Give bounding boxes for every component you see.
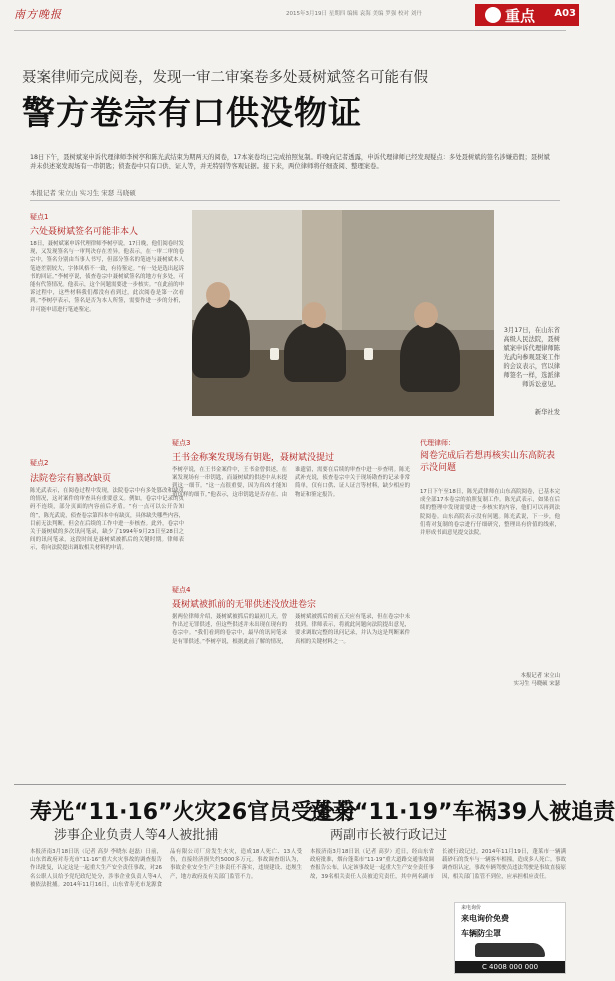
- bottom-right-text-cont: [310, 902, 448, 974]
- doubt-1-text: 18日，聂树斌案申诉代理律师李树亭说，17日晚，他们阅卷时发现，又发现签名与一审判决存在差异。他表示，在一审二审的卷宗中，签名分别由当事人书写，但部分签名的笔迹与聂树斌本人笔迹差别较大，字体风格不一致，有待鉴定。“有一处是选出起诉书的回证。”李树亭说，侦查卷宗中聂树斌签名的地方有多处，可能有代签情况。他表示，这个问题需要进一步核实。“在此前的申诉过程中，这些材料我们都没有看到过，此次阅卷是第一次看到。”李树亭表示，签名是否为本人所签，需要作进一步的分析，并可能申请进行笔迹鉴定。: [30, 241, 184, 313]
- photo-credit: 新华社发: [534, 409, 560, 416]
- article-kicker: 聂案律师完成阅卷，发现一审二审案卷多处聂树斌签名可能有假: [22, 70, 428, 86]
- sidebar-text: 17日下午至18日，陈光武律师在山东高院阅卷，已基本完成全部17本卷宗的拍照复制工作。陈光武表示，如果在后续的整理中发现需要进一步核实的内容，他们可以再到法院阅卷。山东高院表示没有问题。陈光武说，下一步，他们将对复制的卷宗进行仔细研究，整理出有价值的线索，并形成书面意见提交法院。: [420, 489, 560, 537]
- doubt-3-text: 李树亭说，在王书金案件中，王书金曾供述，在案发现场有一串钥匙，而聂树斌的供述中从未提到这一细节。“这一点很重要，因为真凶才能知道这样的细节。”他表示，这串钥匙是否存在、由谁遗留，需要在后续的审查中进一步查明。陈光武补充说，侦查卷宗中关于现场勘查的记录非常简单，仅有口供、证人证言等材料，缺少相应的物证和鉴定报告。: [172, 467, 410, 498]
- article-headline: 警方卷宗有口供没物证: [22, 93, 362, 132]
- ad-brand: 来电询价: [461, 905, 482, 911]
- section-tag: [475, 4, 579, 26]
- doubt-4-title: 聂树斌被抓前的无罪供述没放进卷宗: [172, 600, 317, 610]
- doubt-2-tag: 疑点2: [30, 459, 49, 467]
- section-circle-icon: [485, 7, 501, 23]
- photo-caption: 3月17日，在山东省高级人民法院，聂树斌案申诉代理律师陈光武向参观聂案工作的会议表示，官以律师签名一样，选派律师诉讼意见。: [503, 327, 560, 388]
- ad-phone: C 4008 000 000: [455, 961, 565, 973]
- doubt-4-text: 据两位律师介绍，聂树斌被抓后的最初几天，曾作出过无罪供述，但这些供述并未出现在现有的卷宗中。“我们看到的卷宗中，最早的讯问笔录是有罪供述。”李树亭说，根据此前了解的情况，聂树斌被抓后的前五天应有笔录，但在卷宗中未找到。律师表示，将就此问题向法院提出意见，要求调取完整的讯问记录，并认为这是判断案件真相的关键材料之一。: [172, 614, 410, 645]
- bottom-left-headline: 寿光“11·16”火灾26官员受处分: [30, 800, 358, 825]
- doubt-4-tag: 疑点4: [172, 586, 191, 594]
- photo-head-middle: [302, 302, 326, 328]
- photo-cup: [270, 348, 279, 360]
- bottom-right-headline: 蓬莱“11·19”车祸39人被追责: [310, 800, 615, 825]
- lead-rule: [30, 200, 560, 201]
- doubt-3-title: 王书金称案发现场有钥匙，聂树斌没提过: [172, 453, 335, 463]
- bottom-right-text: 本报济南3月18日讯（记者 高岁）近日，经山东省政府批准，烟台蓬莱市“11·19”重大道路交通事故调查报告公布，认定该事故是一起重大生产安全责任事故，39名相关责任人员被追究责任，其中两名副市长被行政记过。2014年11月19日，蓬莱市一辆满载砂石的货车与一辆客车相撞，造成多人死亡。事故调查组认定，事故车辆驾驶员违法驾驶是事故直接原因，相关部门监管不到位，应承担相应责任。: [310, 849, 566, 880]
- photo-person-middle: [284, 322, 346, 382]
- dateline: 2015年3月19日 星期四 编辑 袁海 美编 罗强 校对 刘丹: [286, 11, 422, 17]
- advertisement[interactable]: [454, 902, 566, 974]
- article-lead: 18日下午，聂树斌案申诉代理律师李树亭和陈光武结束为期两天的阅卷，17本案卷均已完成拍照复制。昨晚向记者透露，申诉代理律师已经发现疑点：多处聂树斌的签名涉嫌造假；聂树斌并未供述案发现场有一串钥匙；侦查卷中只有口供、证人等，并无特别等客观证据。接下来，两位律师将仔细查阅、整理案卷。: [30, 154, 550, 170]
- photo-person-right: [400, 322, 460, 392]
- doubt-1-tag: 疑点1: [30, 213, 49, 221]
- sidebar-byline: 本报记者 宋立山 实习生 马晓硕 宋瑟: [513, 673, 560, 688]
- bottom-right-sub: 两副市长被行政记过: [330, 828, 448, 843]
- page-number: A03: [554, 8, 576, 19]
- article-byline: 本报记者 宋立山 实习生 宋瑟 马晓硕: [30, 189, 136, 197]
- photo-head-right: [414, 302, 438, 328]
- bottom-left-sub: 涉事企业负责人等4人被批捕: [54, 828, 219, 843]
- ad-line-2: 车辆防尘罩: [461, 929, 501, 938]
- masthead: [0, 0, 580, 30]
- photo-cup: [364, 348, 373, 360]
- bottom-left-text: 本报济南3月18日讯（记者 高岁 李晓东 赵磊）日前，山东省政府对寿光市“11·16”重大火灾事故的调查报告作出批复，认定这是一起重大生产安全责任事故，对26名公职人员给予党纪政纪处分，涉事企业负责人等4人被依法批捕。2014年11月16日，山东省寿光市龙源食品有限公司厂房发生火灾，造成18人死亡、13人受伤，直接经济损失约5000多万元。事故调查组认为，事故企业安全生产主体责任不落实，违规建设、违规生产，地方政府及有关部门监管不力。: [30, 849, 302, 888]
- masthead-rule: [14, 30, 566, 31]
- sidebar-tag: 代理律师：: [420, 439, 455, 447]
- ad-line-1: 来电询价免费: [461, 914, 509, 923]
- doubt-2-text: 陈光武表示，在阅卷过程中发现，法院卷宗中有多处篡改和缺页的情况，这对案件的审查具有重要意义。例如，卷宗中记录的页码不连续，部分页面的内容前后矛盾。“有一点可以公开告知的”，陈光武说，侦查卷宗第四本中有缺页，具体缺失哪些内容，目前无法判断，但会在后续的工作中进一步核查。此外，卷宗中关于聂树斌的多次讯问笔录，缺少了1994年9月23日至28日之间的讯问笔录，这段时间是聂树斌被抓后的关键时期。律师表示，将向法院提出调取相关材料的申请。: [30, 488, 184, 552]
- section-label: 重点: [505, 7, 536, 25]
- doubt-2-title: 法院卷宗有篡改缺页: [30, 474, 112, 484]
- news-photo: [192, 210, 494, 416]
- doubt-3-tag: 疑点3: [172, 439, 191, 447]
- newspaper-logo: 南方晚报: [14, 8, 62, 21]
- sidebar-title: 阅卷完成后若想再核实山东高院表示没问题: [420, 451, 556, 473]
- bottom-rule: [14, 784, 566, 785]
- photo-person-left: [192, 298, 250, 378]
- car-cover-icon: [475, 943, 545, 957]
- doubt-1-title: 六处聂树斌签名可能非本人: [30, 227, 139, 237]
- photo-head-left: [206, 282, 230, 308]
